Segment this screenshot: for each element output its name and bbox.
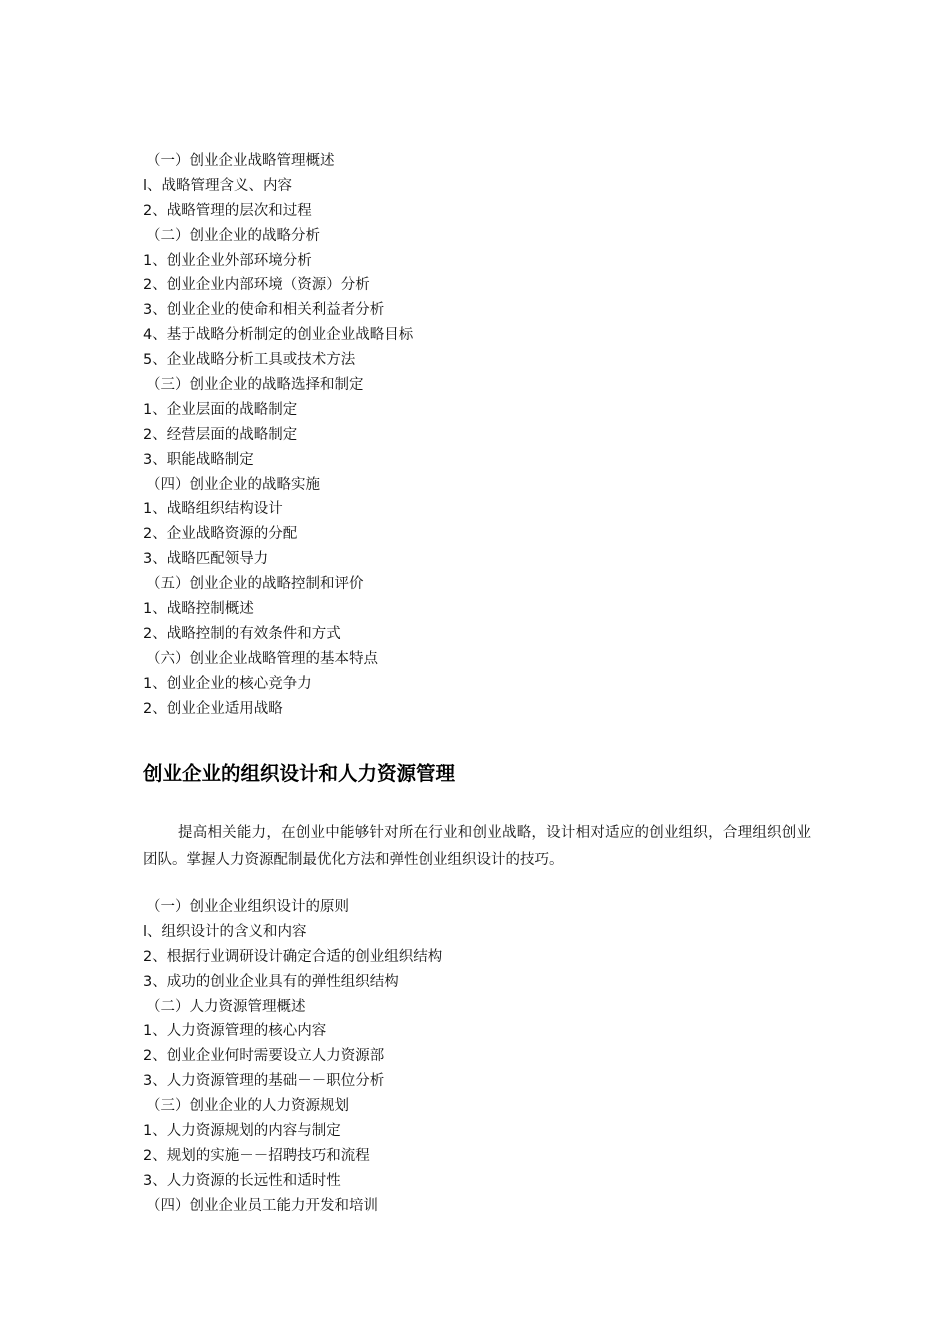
outline-item: 3、人力资源的长远性和适时性 (143, 1172, 341, 1189)
outline-item: 2、经营层面的战略制定 (143, 426, 298, 443)
outline-subheading: （二）人力资源管理概述 (146, 998, 306, 1015)
section-heading: 创业企业的组织设计和人力资源管理 (143, 762, 456, 785)
outline-item: 1、创业企业外部环境分析 (143, 252, 312, 269)
outline-item: 2、战略控制的有效条件和方式 (143, 625, 341, 642)
outline-subheading: （四）创业企业的战略实施 (146, 476, 320, 493)
outline-subheading: （一）创业企业战略管理概述 (146, 153, 335, 169)
outline-item: 2、创业企业何时需要设立人力资源部 (143, 1048, 385, 1065)
outline-item: 1、创业企业的核心竞争力 (143, 675, 312, 692)
outline-item: 3、创业企业的使命和相关利益者分析 (143, 302, 385, 319)
outline-item: 1、人力资源规划的内容与制定 (143, 1123, 341, 1140)
outline-subheading: （六）创业企业战略管理的基本特点 (146, 650, 378, 667)
outline-item: 2、规划的实施－－招聘技巧和流程 (143, 1147, 370, 1164)
outline-item: 1、人力资源管理的核心内容 (143, 1023, 327, 1040)
outline-item: 1、战略组织结构设计 (143, 501, 283, 518)
outline-item: 2、企业战略资源的分配 (143, 526, 298, 543)
outline-subheading: （四）创业企业员工能力开发和培训 (146, 1197, 378, 1214)
outline-subheading: （三）创业企业的人力资源规划 (146, 1098, 349, 1115)
outline-subheading: （一）创业企业组织设计的原则 (146, 899, 349, 915)
outline-item: 2、根据行业调研设计确定合适的创业组织结构 (143, 948, 443, 965)
outline-item: 3、成功的创业企业具有的弹性组织结构 (143, 973, 399, 990)
outline-item: 4、基于战略分析制定的创业企业战略目标 (143, 327, 414, 344)
outline-item: l、组织设计的含义和内容 (143, 923, 307, 940)
outline-item: 2、创业企业内部环境（资源）分析 (143, 277, 370, 294)
outline-subheading: （二）创业企业的战略分析 (146, 227, 320, 244)
outline-item: 5、企业战略分析工具或技术方法 (143, 352, 356, 369)
outline-item: 3、人力资源管理的基础－－职位分析 (143, 1073, 385, 1090)
outline-item: 2、创业企业适用战略 (143, 700, 283, 717)
outline-item: 1、企业层面的战略制定 (143, 401, 298, 418)
section-intro-paragraph: 提高相关能力，在创业中能够针对所在行业和创业战略，设计相对适应的创业组织，合理组织创业团队。掌握人力资源配制最优化方法和弹性创业组织设计的技巧。 (143, 825, 811, 868)
outline-item: 3、职能战略制定 (143, 451, 254, 468)
outline-section-strategy (143, 149, 813, 721)
outline-item: l、战略管理含义、内容 (143, 177, 293, 194)
outline-item: 1、战略控制概述 (143, 601, 254, 618)
outline-subheading: （五）创业企业的战略控制和评价 (146, 576, 364, 593)
outline-item: 3、战略匹配领导力 (143, 551, 269, 568)
outline-subheading: （三）创业企业的战略选择和制定 (146, 377, 364, 394)
outline-section-organization (143, 895, 813, 1219)
outline-item: 2、战略管理的层次和过程 (143, 202, 312, 219)
